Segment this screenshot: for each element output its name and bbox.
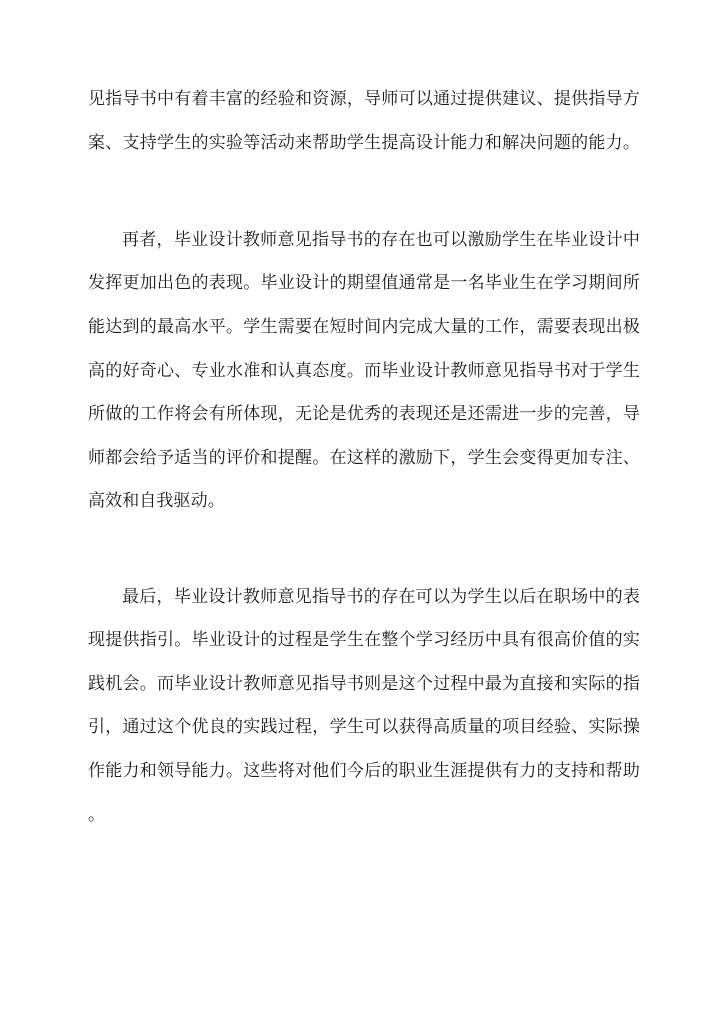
text-line: 见指导书中有着丰富的经验和资源，导师可以通过提供建议、提供指导方 (88, 89, 640, 109)
text-line: 。 (88, 805, 106, 825)
text-line: 践机会。而毕业设计教师意见指导书则是这个过程中最为直接和实际的指 (88, 674, 640, 694)
text-line: 高效和自我驱动。 (88, 491, 225, 511)
text-line: 能达到的最高水平。学生需要在短时间内完成大量的工作，需要表现出极 (88, 317, 640, 337)
text-line: 再者，毕业设计教师意见指导书的存在也可以激励学生在毕业设计中 (122, 230, 640, 250)
text-line: 师都会给予适当的评价和提醒。在这样的激励下，学生会变得更加专注、 (88, 448, 640, 468)
text-line: 最后，毕业设计教师意见指导书的存在可以为学生以后在职场中的表 (122, 587, 640, 607)
text-line: 引，通过这个优良的实践过程，学生可以获得高质量的项目经验、实际操 (88, 717, 640, 737)
text-line: 现提供指引。毕业设计的过程是学生在整个学习经历中具有很高价值的实 (88, 630, 640, 650)
text-line: 所做的工作将会有所体现，无论是优秀的表现还是还需进一步的完善，导 (88, 404, 640, 424)
text-line: 高的好奇心、专业水准和认真态度。而毕业设计教师意见指导书对于学生 (88, 361, 640, 381)
text-line: 案、支持学生的实验等活动来帮助学生提高设计能力和解决问题的能力。 (88, 133, 640, 153)
text-line: 作能力和领导能力。这些将对他们今后的职业生涯提供有力的支持和帮助 (88, 761, 640, 781)
text-line: 发挥更加出色的表现。毕业设计的期望值通常是一名毕业生在学习期间所 (88, 273, 640, 293)
